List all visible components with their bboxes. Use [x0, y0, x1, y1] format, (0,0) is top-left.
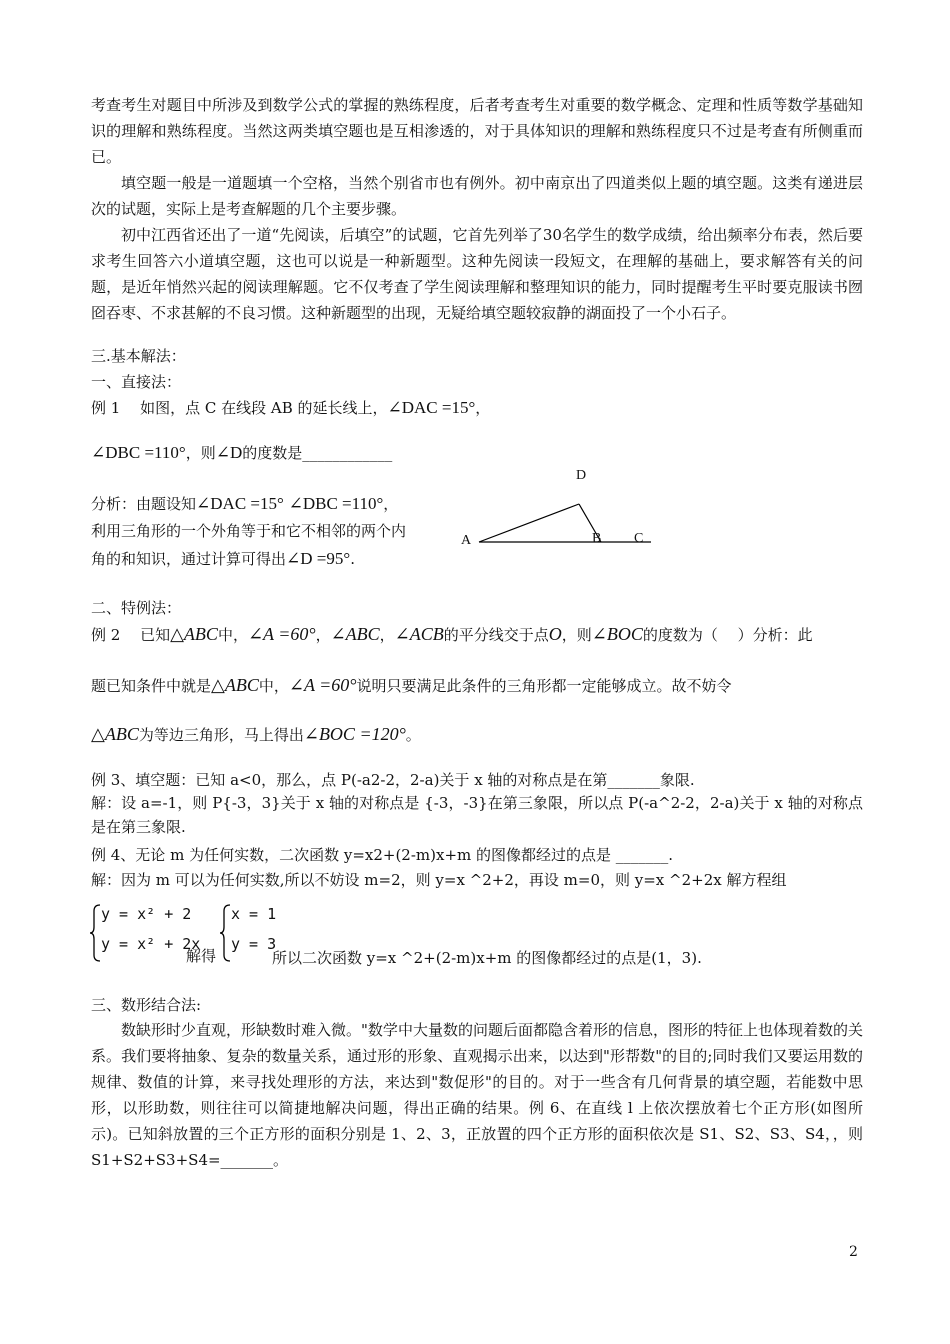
punct: ， [475, 399, 491, 417]
text: 为等边三角形，马上得出 [138, 726, 304, 744]
label-b: B [592, 531, 602, 546]
angle-dbc: ∠DBC =110° [91, 443, 186, 462]
text: 分析：由题设知 [91, 495, 197, 513]
triangle-abc: △ABC [91, 724, 139, 744]
point-o: O [548, 624, 562, 644]
analysis-line-3 [91, 547, 355, 571]
example-3-solution: 解：设 a=-1，则 P{-3，3}关于 x 轴的对称点是 {-3，-3}在第三象限，所以点 P(-a^2-2，2-a)关于 x 轴的对称点是在第三象限. [91, 794, 863, 836]
angle-dac: ∠DAC =15° [196, 494, 284, 513]
text: 说明只要满足此条件的三角形都一定能够成立。故不妨令 [356, 677, 732, 695]
example-4-solution: 解：因为 m 可以为任何实数,所以不妨设 m=2，则 y=x ^2+2，再设 m=0，则 y=x ^2+2x 解方程组 [91, 871, 787, 889]
punct: ， [383, 495, 399, 513]
text: ，则 [185, 444, 216, 462]
example-1-line-1 [91, 396, 490, 420]
text: 中， [258, 677, 289, 695]
system-1-eq-1: y = x² + 2 [101, 905, 192, 923]
page-number: 2 [849, 1244, 858, 1260]
text: 题已知条件中就是 [91, 677, 212, 695]
paragraph-fill-blank: 填空题一般是一道题填一个空格，当然个别省市也有例外。初中南京出了四道类似上题的填空题。这类有递进层次的试题，实际上是考查解题的几个主要步骤。 [91, 174, 863, 218]
angle-dbc: ∠DBC =110° [288, 494, 384, 513]
label-a: A [461, 533, 472, 548]
example-2-line-2 [91, 673, 732, 698]
punct: ， [379, 626, 395, 644]
label-d: D [576, 468, 587, 483]
line-ad [479, 504, 579, 542]
system-2-eq-1: x = 1 [231, 905, 277, 923]
punct: 。 [405, 726, 421, 744]
angle-dac: ∠DAC =15° [387, 398, 476, 417]
heading-direct-method: 一、直接法： [91, 373, 182, 391]
triangle-figure [455, 462, 665, 562]
paragraph-intro: 考查考生对题目中所涉及到数学公式的掌握的熟练程度，后者考查考生对重要的数学概念、定理和性质等数学基础知识的理解和熟练程度。当然这两类填空题也是互相渗透的，对于具体知识的理解和熟练程度只不过是考查有所侧重而已。 [91, 96, 863, 166]
paragraph-reading: 初中江西省还出了一道“先阅读，后填空”的试题，它首先列举了30名学生的数学成绩，给出频率分布表，然后要求考生回答六小道填空题，这也可以说是一种新题型。这种先阅读一段短文，在理解的基础上，要求解答有关的问题，是近年悄然兴起的阅读理解题。它不仅考查了学生阅读理解和整理知识的能力，同时提醒考生平时要克服读书囫囵吞枣、不求甚解的不良习惯。这种新题型的出现，无疑给填空题较寂静的湖面投了一个小石子。 [91, 226, 863, 322]
system-2-eq-2: y = 3 [231, 935, 277, 953]
heading-number-shape: 三、数形结合法: [91, 996, 202, 1014]
angle-abc: ∠ABC [330, 624, 380, 644]
example-2-line-3 [91, 722, 421, 747]
paragraph-number-shape: 数缺形时少直观，形缺数时难入微。"数学中大量数的问题后面都隐含着形的信息，图形的特征上也体现着数的关系。我们要将抽象、复杂的数量关系，通过形的形象、直观揭示出来，以达到"形帮数"的目的;同时我们又要运用数的规律、数值的计算，来寻找处理形的方法，来达到"数促形"的目的。对于一些含有几何背景的填空题，若能数中思形，以形助数，则往往可以简捷地解决问题，得出正确的结果。例 6、在直线 l 上依次摆放着七个正方形(如图所示)。已知斜放置的三个正方形的面积分别是 1、2、3，正放置的四个正方形的面积依次是 S1、S2、S3、S4，，则 S1+S2+S3+S4=_______。 [91, 1021, 863, 1169]
example-4-conclusion: 所以二次函数 y=x ^2+(2-m)x+m 的图像都经过的点是(1，3). [272, 949, 702, 967]
text: 中， [217, 626, 248, 644]
text: 例 2 已知 [91, 626, 171, 644]
text: ，则 [561, 626, 592, 644]
punct: . [350, 550, 355, 568]
triangle-abc: △ABC [211, 675, 259, 695]
angle-a: ∠A =60° [247, 624, 316, 644]
example-3: 例 3、填空题：已知 a<0，那么，点 P(-a2-2，2-a)关于 x 轴的对称点是在第_______象限. [91, 771, 695, 789]
punct: ， [315, 626, 331, 644]
system-1-eq-2: y = x² + 2x [101, 935, 201, 953]
example-2-line-1 [91, 622, 813, 647]
heading-special-method: 二、特例法： [91, 599, 182, 617]
triangle-abc: △ABC [170, 624, 218, 644]
heading-basic-methods: 三.基本解法： [91, 347, 186, 365]
angle-acb: ∠ACB [394, 624, 444, 644]
text: 的平分线交于点 [443, 626, 549, 644]
angle-d: ∠D [215, 443, 243, 462]
text: 的度数为（ ）分析：此 [642, 626, 813, 644]
analysis-line-2: 利用三角形的一个外角等于和它不相邻的两个内 [91, 522, 407, 540]
angle-boc-result: ∠BOC =120° [303, 724, 406, 744]
angle-a: ∠A =60° [288, 675, 357, 695]
example-4: 例 4、无论 m 为任何实数，二次函数 y=x2+(2-m)x+m 的图像都经过的点是 _______. [91, 846, 674, 864]
analysis-line-1 [91, 492, 398, 516]
label-c: C [634, 531, 644, 546]
text: 角的和知识，通过计算可得出 [91, 550, 287, 568]
angle-d-result: ∠D =95° [286, 549, 351, 568]
angle-boc: ∠BOC [591, 624, 643, 644]
solve-label: 解得 [186, 947, 217, 965]
text-blank: 的度数是____________ [242, 444, 393, 462]
example-1-text: 例 1 如图，点 C 在线段 AB 的延长线上， [91, 399, 388, 417]
example-1-line-2 [91, 441, 392, 465]
